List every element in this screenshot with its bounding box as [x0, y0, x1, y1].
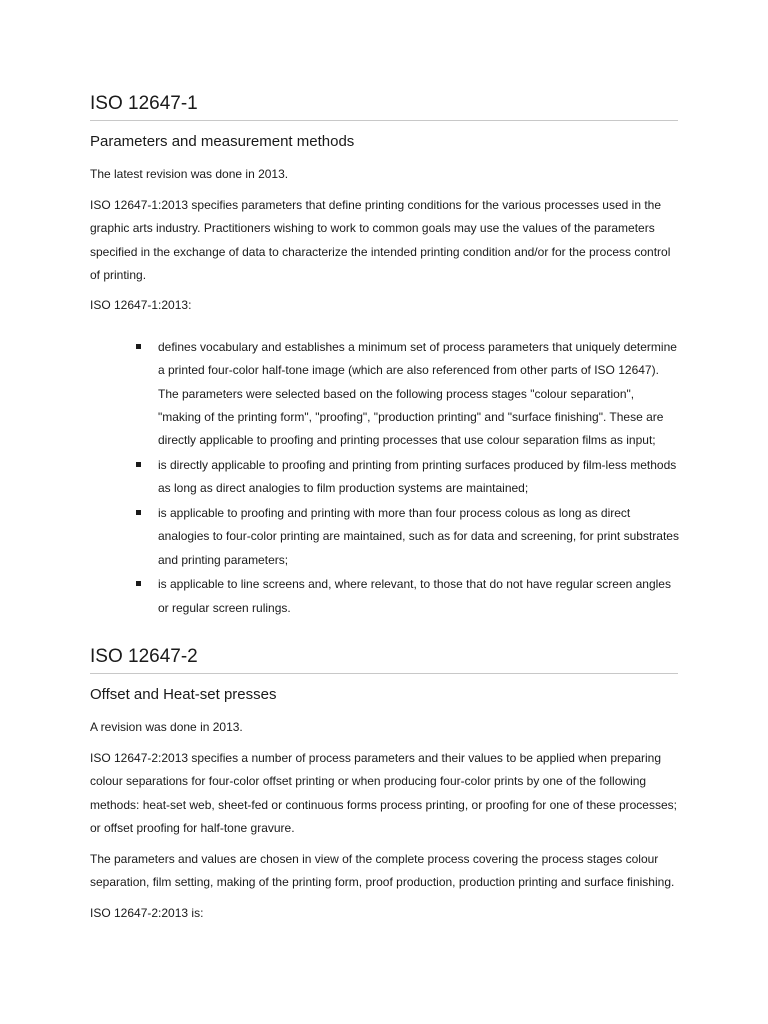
section-1-subtitle: Parameters and measurement methods: [90, 133, 355, 150]
bullet-icon: [136, 462, 141, 467]
list-item-text: is applicable to line screens and, where relevant, to those that do not have regular screen angles or regular screen rulings.: [158, 577, 671, 615]
list-item: [90, 502, 680, 572]
section-2-body-2: The parameters and values are chosen in view of the complete process covering the process stages colour separation, film setting, making of the printing form, proof production, production printing and surface finishing.: [90, 852, 675, 890]
section-1-body: ISO 12647-1:2013 specifies parameters that define printing conditions for the various processes used in the graphic arts industry. Practitioners wishing to work to common goals may use the values of the parameters specified in the exchange of data to characterize the intended printing condition and/or for the process control of printing.: [90, 198, 671, 282]
bullet-icon: [136, 344, 141, 349]
section-2-title: ISO 12647-2: [90, 645, 678, 674]
section-2-body-1: ISO 12647-2:2013 specifies a number of process parameters and their values to be applied when preparing colour separations for four-color offset printing or when producing four-color prints by one of the following methods: heat-set web, sheet-fed or continuous forms process printing, or proofing for one of these processes; or offset proofing for half-tone gravure.: [90, 751, 677, 835]
list-item-text: is applicable to proofing and printing with more than four process colous as long as direct analogies to four-color printing are maintained, such as for data and screening, for print substrates and printing parameters;: [158, 506, 679, 567]
section-2-intro: ISO 12647-2:2013 is:: [90, 906, 204, 920]
list-item-text: is directly applicable to proofing and printing from printing surfaces produced by film-less methods as long as direct analogies to film production systems are maintained;: [158, 457, 677, 496]
section-1-list: [90, 336, 680, 622]
section-1-title: ISO 12647-1: [90, 92, 678, 121]
section-2-revision: A revision was done in 2013.: [90, 720, 243, 734]
list-item: [90, 336, 680, 452]
list-item: [90, 573, 680, 620]
bullet-icon: [136, 510, 141, 515]
list-item: [90, 454, 680, 501]
section-1-intro: ISO 12647-1:2013:: [90, 298, 192, 312]
bullet-icon: [136, 581, 141, 586]
list-item-text: defines vocabulary and establishes a minimum set of process parameters that uniquely determine a printed four-color half-tone image (which are also referenced from other parts of ISO 12647). The parameters were selected based on the following process stages "colour separation", "making of the printing form", "proofing", "production printing" and "surface finishing". These are directly applicable to proofing and printing processes that use colour separation films as input;: [158, 340, 677, 448]
section-2-subtitle: Offset and Heat-set presses: [90, 686, 277, 703]
section-1-revision: The latest revision was done in 2013.: [90, 167, 289, 181]
